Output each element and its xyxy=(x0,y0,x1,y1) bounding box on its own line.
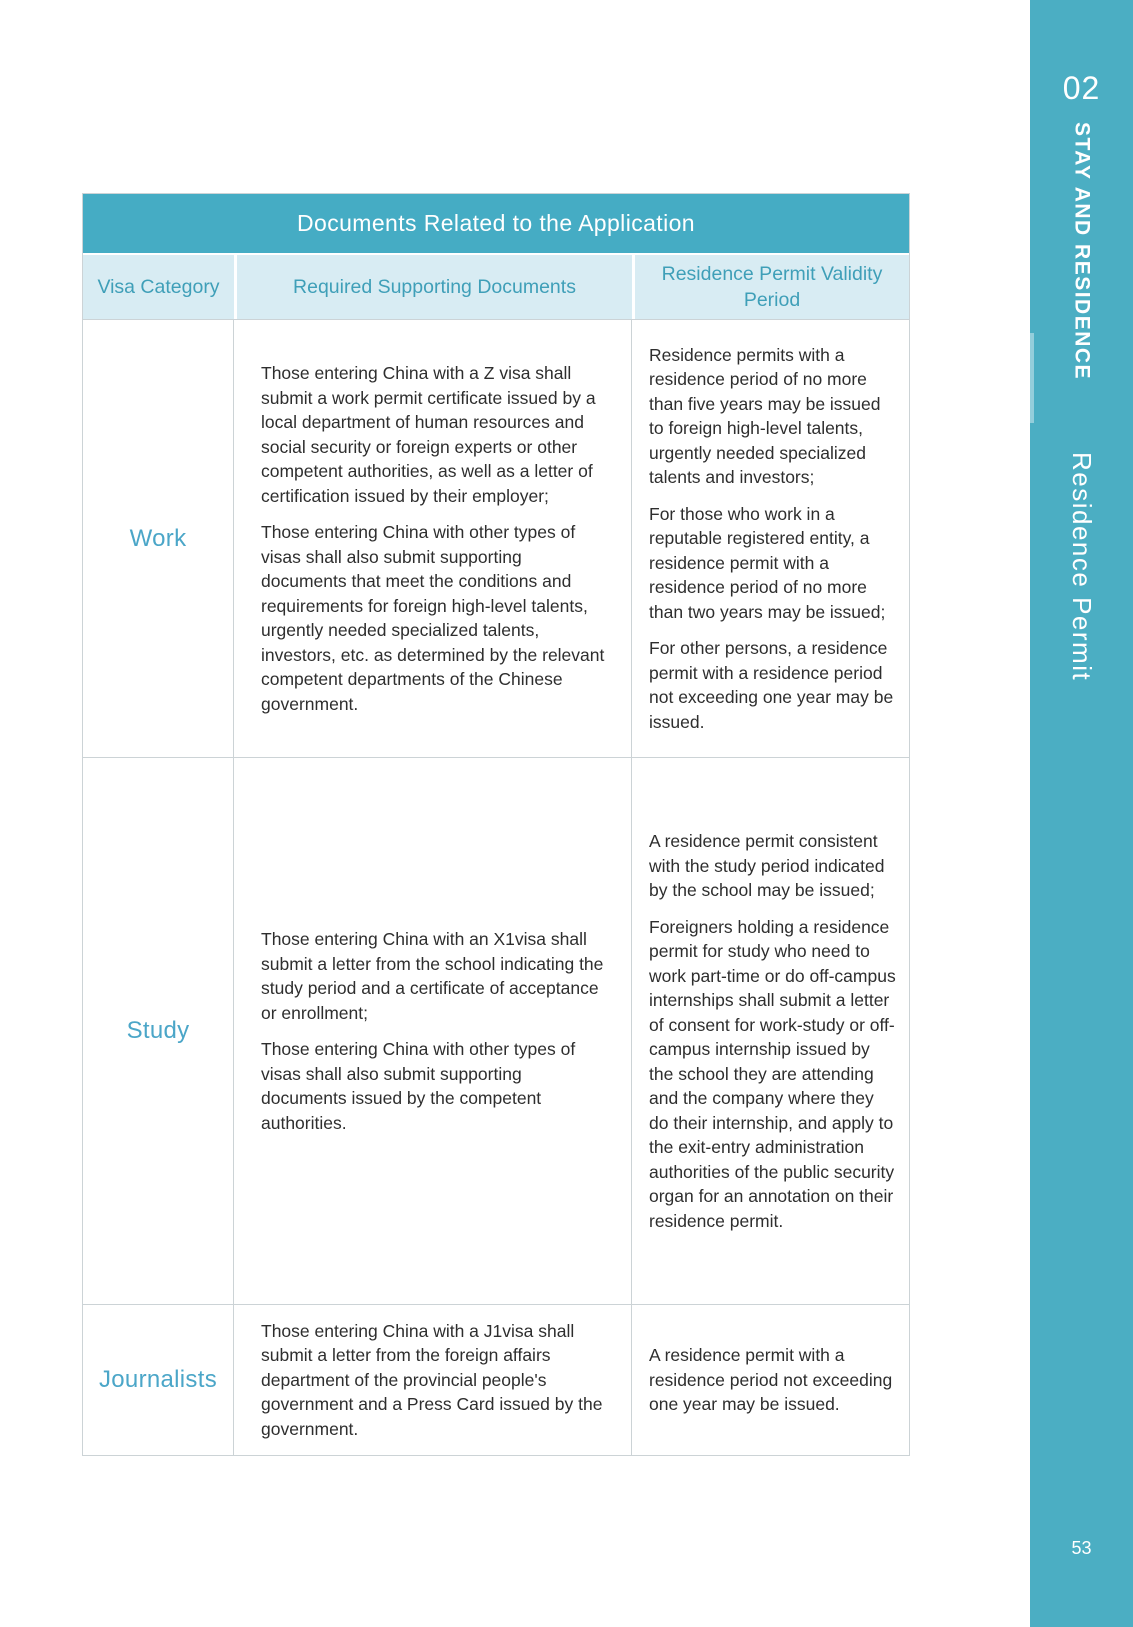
documents-cell-work xyxy=(234,319,632,757)
column-header-validity-period: Residence Permit Validity Period xyxy=(632,253,909,319)
chapter-number: 02 xyxy=(1062,70,1101,106)
cell-paragraph: Those entering China with a J1visa shall submit a letter from the foreign affairs department of the provincial people's government and a Press Card issued by the government. xyxy=(261,1320,603,1439)
documents-table xyxy=(82,193,910,1456)
category-cell-journalists: Journalists xyxy=(83,1304,234,1455)
validity-cell-study xyxy=(632,757,909,1304)
cell-paragraph: Those entering China with an X1visa shall submit a letter from the school indicating the study period and a certificate of acceptance or enrollment; xyxy=(261,929,604,1023)
documents-cell-journalists xyxy=(234,1304,632,1455)
category-cell-work: Work xyxy=(83,319,234,757)
documents-cell-study xyxy=(234,757,632,1304)
column-header-required-documents: Required Supporting Documents xyxy=(234,253,632,319)
cell-paragraph: Those entering China with a Z visa shall submit a work permit certificate issued by a local department of human resources and social security or foreign experts or other competent authorities, as well as a letter of certification issued by their employer; xyxy=(261,363,596,506)
cell-paragraph: Foreigners holding a residence permit for study who need to work part-time or do off-campus internships shall submit a letter of consent for work-study or off-campus internship issued by the school they are attending and the company where they do their internship, and apply to the exit-entry administration authorities of the public security organ for an annotation on their residence permit. xyxy=(649,916,896,1231)
chapter-sidebar xyxy=(1030,0,1133,1627)
cell-paragraph: A residence permit consistent with the study period indicated by the school may be issued; xyxy=(649,831,885,900)
cell-paragraph: Those entering China with other types of visas shall also submit supporting documents that meet the conditions and requirements for foreign high-level talents, urgently needed specialized talents, investors, etc. as determined by the relevant competent departments of the Chinese government. xyxy=(261,522,605,714)
cell-paragraph: For other persons, a residence permit with a residence period not exceeding one year may be issued. xyxy=(649,638,894,732)
chapter-title-wrap xyxy=(1030,122,1133,380)
section-title: Residence Permit xyxy=(1067,452,1097,682)
cell-paragraph: Those entering China with other types of visas shall also submit supporting documents issued by the competent authorities. xyxy=(261,1039,576,1133)
chapter-title: STAY AND RESIDENCE xyxy=(1070,122,1094,381)
section-title-wrap xyxy=(1030,452,1133,681)
column-header-visa-category: Visa Category xyxy=(83,253,234,319)
validity-cell-journalists xyxy=(632,1304,909,1455)
cell-paragraph: Residence permits with a residence period of no more than five years may be issued to foreign high-level talents, urgently needed specialized talents and investors; xyxy=(649,344,881,488)
category-cell-study: Study xyxy=(83,757,234,1304)
validity-cell-work xyxy=(632,319,909,757)
page-number: 53 xyxy=(1071,1538,1092,1558)
table-title: Documents Related to the Application xyxy=(83,194,909,253)
cell-paragraph: For those who work in a reputable registered entity, a residence permit with a residence period of no more than two years may be issued; xyxy=(649,503,886,622)
cell-paragraph: A residence permit with a residence period not exceeding one year may be issued. xyxy=(649,1345,893,1415)
